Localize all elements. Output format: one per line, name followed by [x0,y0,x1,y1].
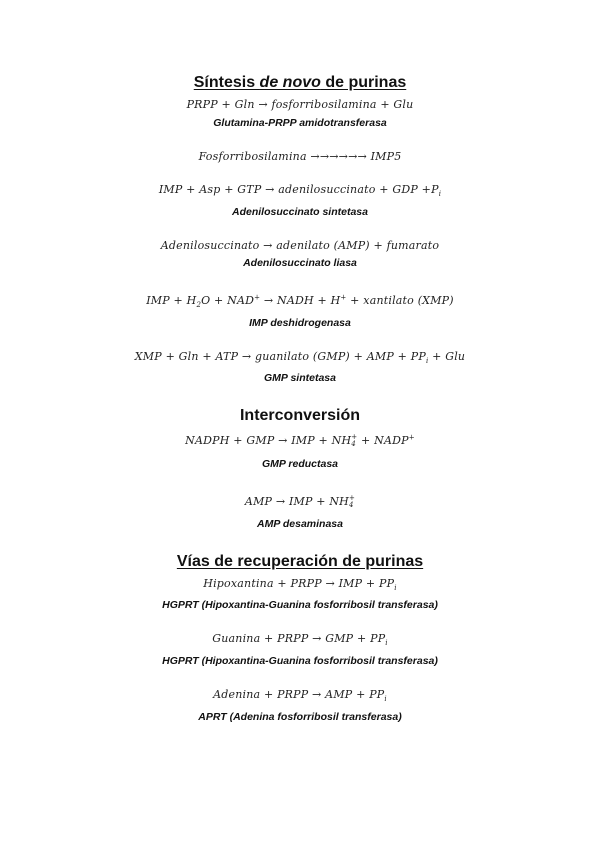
section-title-denovo [0,74,600,92]
eq-sup: + [254,293,261,302]
equation-r6 [0,350,600,366]
eq-text: NADPH + GMP → IMP + NH [185,434,352,447]
eq-text: + Glu [428,350,466,363]
equation-r1: PRPP + Gln → fosforribosilamina + Glu [186,98,414,111]
enzyme-r6: GMP sintetasa [264,372,336,384]
enzyme-r7: GMP reductasa [261,458,339,470]
title-part: de purinas [320,74,407,91]
equation-r10 [0,632,600,648]
title-part-italic: de novo [259,74,321,91]
eq-sup: + [351,433,358,441]
eq-text: Adenina + PRPP → AMP + PP [213,688,385,701]
eq-sub: i [385,639,388,648]
equation-r9 [0,577,600,593]
eq-text: AMP → IMP + NH [244,495,349,508]
enzyme-r4: Adenilosuccinato liasa [243,257,357,269]
title-part: Síntesis [193,74,260,91]
eq-sub: i [384,695,387,704]
enzyme-r3: Adenilosuccinato sintetasa [232,206,368,218]
eq-text: IMP + H [146,294,197,307]
section-title-salvage: Vías de recuperación de purinas [176,553,424,570]
eq-sup: + [348,494,356,502]
enzyme-r8: AMP desaminasa [257,518,343,530]
eq-text: Guanina + PRPP → GMP + PP [212,632,386,645]
eq-sub: i [394,584,397,593]
section-title-interconversion: Interconversión [239,407,361,424]
eq-text: + xantilato (XMP) [346,294,454,307]
equation-r4: Adenilosuccinato → adenilato (AMP) + fumarato [160,239,440,252]
eq-text: Hipoxantina + PRPP → IMP + PP [203,577,395,590]
equation-r8 [0,495,600,509]
eq-sub: 2 [196,301,202,310]
equation-r11 [0,688,600,704]
equation-r3 [0,183,600,199]
eq-sup: + [340,293,347,302]
eq-text: XMP + Gln + ATP → guanilato (GMP) + AMP + PP [134,350,426,363]
enzyme-r11: APRT (Adenina fosforribosil transferasa) [198,711,402,723]
eq-sub: 4 [348,501,354,509]
enzyme-r1: Glutamina-PRPP amidotransferasa [213,117,387,129]
eq-sub: 4 [351,440,356,448]
equation-r2: Fosforribosilamina →→→→→→ IMP5 [198,150,402,163]
equation-r5 [0,293,600,310]
eq-sup: + [408,433,415,442]
eq-sub: i [438,190,442,199]
equation-r7 [0,434,600,448]
enzyme-r10: HGPRT (Hipoxantina-Guanina fosforribosil transferasa) [162,655,438,667]
eq-text: O + NAD [201,294,255,307]
eq-sub: i [425,357,429,366]
enzyme-r9: HGPRT (Hipoxantina-Guanina fosforribosil transferasa) [162,599,438,611]
eq-text: → NADH + H [260,294,341,307]
enzyme-r5: IMP deshidrogenasa [249,317,351,329]
eq-text: + NADP [357,434,409,447]
eq-text: IMP + Asp + GTP → adenilosuccinato + GDP +P [158,183,439,196]
